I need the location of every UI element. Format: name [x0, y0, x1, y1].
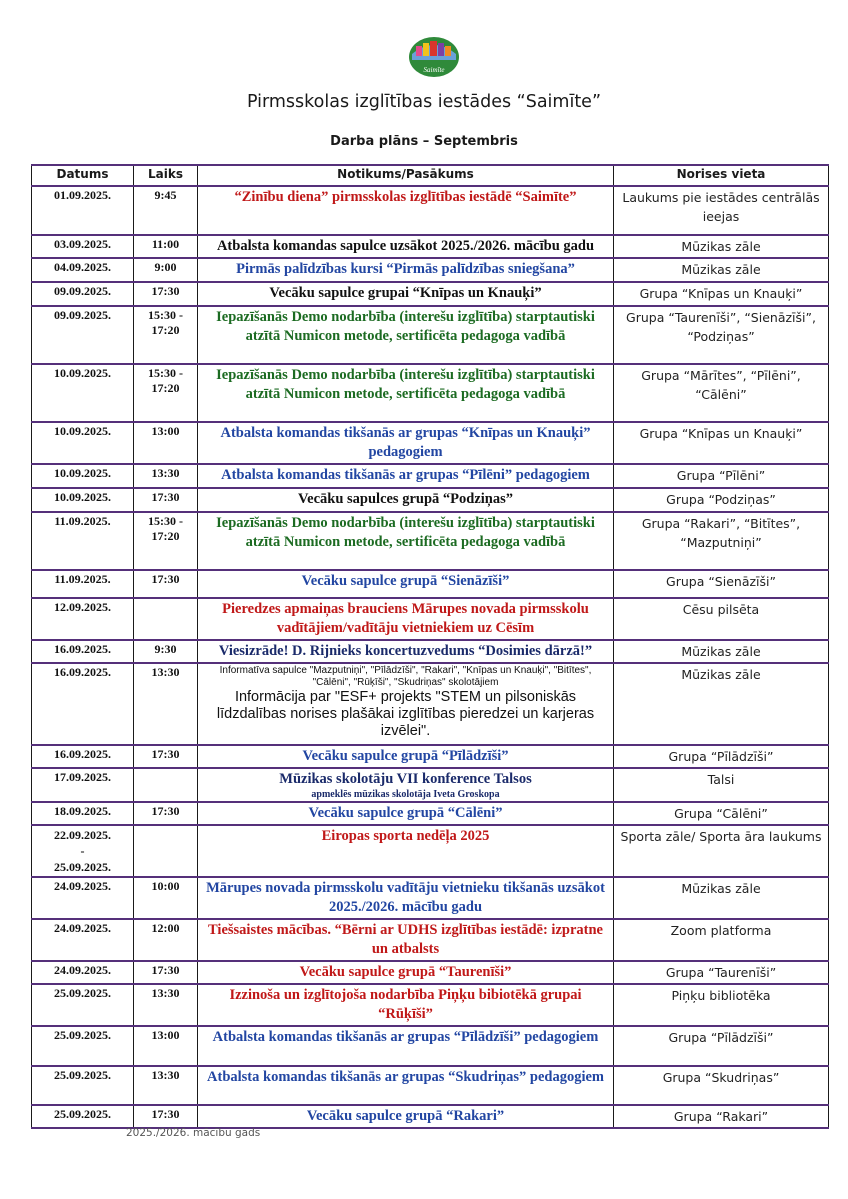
row-time [134, 598, 198, 640]
row-place: Grupa “Knīpas un Knauķi” [614, 422, 829, 464]
row-place: Grupa “Pīlādzīši” [614, 745, 829, 768]
table-row [32, 961, 829, 984]
row-event: Iepazīšanās Demo nodarbība (interešu izglītība) starptautiski atzītā Numicon metode, sertificēta pedagoga vadībā [198, 364, 614, 422]
row-place: Grupa “Rakari”, “Bitītes”, “Mazputniņi” [614, 512, 829, 570]
row-place: Mūzikas zāle [614, 877, 829, 919]
row-date: 10.09.2025. [32, 364, 134, 422]
page-subtitle: Darba plāns – Septembris [330, 134, 518, 149]
table-row [32, 235, 829, 258]
table-header-row [32, 165, 829, 186]
row-place: Grupa “Mārītes”, “Pīlēni”, “Cālēni” [614, 364, 829, 422]
table-row [32, 825, 829, 877]
row-event: Izzinoša un izglītojoša nodarbība Piņķu bibiotēkā grupai “Rūķīši” [198, 984, 614, 1026]
row-place: Grupa “Pīlādzīši” [614, 1026, 829, 1066]
table-row [32, 512, 829, 570]
row-date: 01.09.2025. [32, 186, 134, 235]
row-place: Grupa “Rakari” [614, 1105, 829, 1128]
row-time: 13:30 [134, 1066, 198, 1105]
table-row [32, 768, 829, 802]
row-date: 24.09.2025. [32, 961, 134, 984]
row-time: 13:00 [134, 422, 198, 464]
table-row [32, 570, 829, 598]
table-row [32, 877, 829, 919]
table-row [32, 464, 829, 488]
row-place: Grupa “Knīpas un Knauķi” [614, 282, 829, 306]
row-place: Grupa “Cālēni” [614, 802, 829, 825]
row-date: 03.09.2025. [32, 235, 134, 258]
row-place: Sporta zāle/ Sporta āra laukums [614, 825, 829, 877]
row-place: Mūzikas zāle [614, 258, 829, 282]
row-event: Atbalsta komandas tikšanās ar grupas “Skudriņas” pedagogiem [198, 1066, 614, 1105]
table-row [32, 1026, 829, 1066]
row-date: 24.09.2025. [32, 919, 134, 961]
row-event: Vecāku sapulce grupā “Pīlādzīši” [198, 745, 614, 768]
row-time: 13:30 [134, 984, 198, 1026]
row-time: 17:30 [134, 570, 198, 598]
row-date: 18.09.2025. [32, 802, 134, 825]
row-place: Laukums pie iestādes centrālās ieejas [614, 186, 829, 235]
row-event: Pirmās palīdzības kursi “Pirmās palīdzības sniegšana” [198, 258, 614, 282]
table-row [32, 258, 829, 282]
table-row [32, 640, 829, 663]
row-event [198, 768, 614, 802]
table-row [32, 1066, 829, 1105]
row-event: Vecāku sapulces grupā “Podziņas” [198, 488, 614, 512]
row-time: 12:00 [134, 919, 198, 961]
row-time: 17:30 [134, 1105, 198, 1128]
conference-title: Mūzikas skolotāju VII konference Talsos [279, 771, 532, 787]
row-time: 9:00 [134, 258, 198, 282]
row-place: Grupa “Taurenīši”, “Sienāzīši”, “Podziņas” [614, 306, 829, 364]
row-time: 13:30 [134, 464, 198, 488]
row-date: 09.09.2025. [32, 282, 134, 306]
page-title: Pirmsskolas izglītības iestādes “Saimīte” [246, 92, 602, 112]
table-row [32, 364, 829, 422]
row-time: 15:30 - 17:20 [134, 364, 198, 422]
row-event: Viesizrāde! D. Rijnieks koncertuzvedums “Dosimies dārzā!” [198, 640, 614, 663]
table-row [32, 488, 829, 512]
table-row [32, 1105, 829, 1128]
work-plan-table [31, 164, 829, 1129]
row-place: Grupa “Pīlēni” [614, 464, 829, 488]
row-date: 24.09.2025. [32, 877, 134, 919]
row-place: Grupa “Skudriņas” [614, 1066, 829, 1105]
row-event: Pieredzes apmaiņas brauciens Mārupes novada pirmsskolu vadītājiem/vadītāju vietniekiem uz Cēsīm [198, 598, 614, 640]
row-place: Mūzikas zāle [614, 663, 829, 745]
row-date: 25.09.2025. [32, 984, 134, 1026]
row-date: 10.09.2025. [32, 488, 134, 512]
row-date: 11.09.2025. [32, 570, 134, 598]
school-year-footer: 2025./2026. mācību gads [126, 1127, 261, 1139]
column-header-date: Datums [32, 165, 134, 186]
row-date: 25.09.2025. [32, 1105, 134, 1128]
row-event: Vecāku sapulce grupā “Sienāzīši” [198, 570, 614, 598]
table-row [32, 984, 829, 1026]
table-row [32, 598, 829, 640]
row-place: Zoom platforma [614, 919, 829, 961]
row-time: 17:30 [134, 745, 198, 768]
row-place: Talsi [614, 768, 829, 802]
row-time: 15:30 - 17:20 [134, 512, 198, 570]
row-place: Mūzikas zāle [614, 640, 829, 663]
project-info: Informācija par "ESF+ projekts "STEM un pilsoniskās līdzdalības norises plašākai izglītības pieredzei un karjeras izvēlei". [216, 689, 595, 739]
column-header-place: Norises vieta [614, 165, 829, 186]
row-date: 04.09.2025. [32, 258, 134, 282]
row-event: Atbalsta komandas sapulce uzsākot 2025./2026. mācību gadu [198, 235, 614, 258]
row-event: Atbalsta komandas tikšanās ar grupas “Knīpas un Knauķi” pedagogiem [198, 422, 614, 464]
row-event: Eiropas sporta nedēļa 2025 [198, 825, 614, 877]
row-date: 10.09.2025. [32, 422, 134, 464]
row-date: 09.09.2025. [32, 306, 134, 364]
conference-attendee: apmeklēs mūzikas skolotāja Iveta Groskopa [311, 789, 500, 800]
row-event: Vecāku sapulce grupai “Knīpas un Knauķi” [198, 282, 614, 306]
table-row [32, 802, 829, 825]
row-event: Iepazīšanās Demo nodarbība (interešu izglītība) starptautiski atzītā Numicon metode, sertificēta pedagoga vadībā [198, 512, 614, 570]
row-event: Mārupes novada pirmsskolu vadītāju vietnieku tikšanās uzsākot 2025./2026. mācību gadu [198, 877, 614, 919]
saimite-logo [408, 32, 460, 78]
table-row [32, 919, 829, 961]
row-date: 17.09.2025. [32, 768, 134, 802]
row-time: 17:30 [134, 282, 198, 306]
row-time: 13:00 [134, 1026, 198, 1066]
row-time: 9:30 [134, 640, 198, 663]
row-place: Cēsu pilsēta [614, 598, 829, 640]
table-row [32, 745, 829, 768]
row-date: 12.09.2025. [32, 598, 134, 640]
table-row [32, 663, 829, 745]
table-row [32, 422, 829, 464]
row-event: Vecāku sapulce grupā “Rakari” [198, 1105, 614, 1128]
table-row [32, 306, 829, 364]
row-event: Vecāku sapulce grupā “Taurenīši” [198, 961, 614, 984]
svg-text:Saimīte: Saimīte [423, 66, 445, 74]
row-event: Iepazīšanās Demo nodarbība (interešu izglītība) starptautiski atzītā Numicon metode, sertificēta pedagoga vadībā [198, 306, 614, 364]
row-date: 16.09.2025. [32, 663, 134, 745]
row-event: Tiešsaistes mācības. “Bērni ar UDHS izglītības iestādē: izpratne un atbalsts [198, 919, 614, 961]
row-place: Grupa “Sienāzīši” [614, 570, 829, 598]
row-date: 16.09.2025. [32, 745, 134, 768]
row-event [198, 663, 614, 745]
table-row [32, 282, 829, 306]
row-time: 17:30 [134, 488, 198, 512]
row-event: “Zinību diena” pirmsskolas izglītības iestādē “Saimīte” [198, 186, 614, 235]
row-date: 16.09.2025. [32, 640, 134, 663]
row-place: Grupa “Taurenīši” [614, 961, 829, 984]
row-time: 17:30 [134, 961, 198, 984]
row-event: Atbalsta komandas tikšanās ar grupas “Pīlādzīši” pedagogiem [198, 1026, 614, 1066]
row-event: Atbalsta komandas tikšanās ar grupas “Pīlēni” pedagogiem [198, 464, 614, 488]
row-date: 22.09.2025. - 25.09.2025. [32, 825, 134, 877]
column-header-time: Laiks [134, 165, 198, 186]
row-time: 11:00 [134, 235, 198, 258]
row-time: 17:30 [134, 802, 198, 825]
row-date: 11.09.2025. [32, 512, 134, 570]
row-date: 25.09.2025. [32, 1066, 134, 1105]
row-event: Vecāku sapulce grupā “Cālēni” [198, 802, 614, 825]
row-place: Piņķu bibliotēka [614, 984, 829, 1026]
row-place: Mūzikas zāle [614, 235, 829, 258]
table-row [32, 186, 829, 235]
row-date: 10.09.2025. [32, 464, 134, 488]
row-time: 9:45 [134, 186, 198, 235]
row-date: 25.09.2025. [32, 1026, 134, 1066]
row-time: 13:30 [134, 663, 198, 745]
row-time: 15:30 - 17:20 [134, 306, 198, 364]
row-place: Grupa “Podziņas” [614, 488, 829, 512]
row-time: 10:00 [134, 877, 198, 919]
meeting-note: Informatīva sapulce "Mazputniņi", "Pīlādzīši", "Rakari", "Knīpas un Knauķi", "Bitītes", "Cālēni", "Rūķīši", "Skudriņas" skolotājiem [219, 665, 592, 688]
row-time [134, 768, 198, 802]
column-header-event: Notikums/Pasākums [198, 165, 614, 186]
row-time [134, 825, 198, 877]
